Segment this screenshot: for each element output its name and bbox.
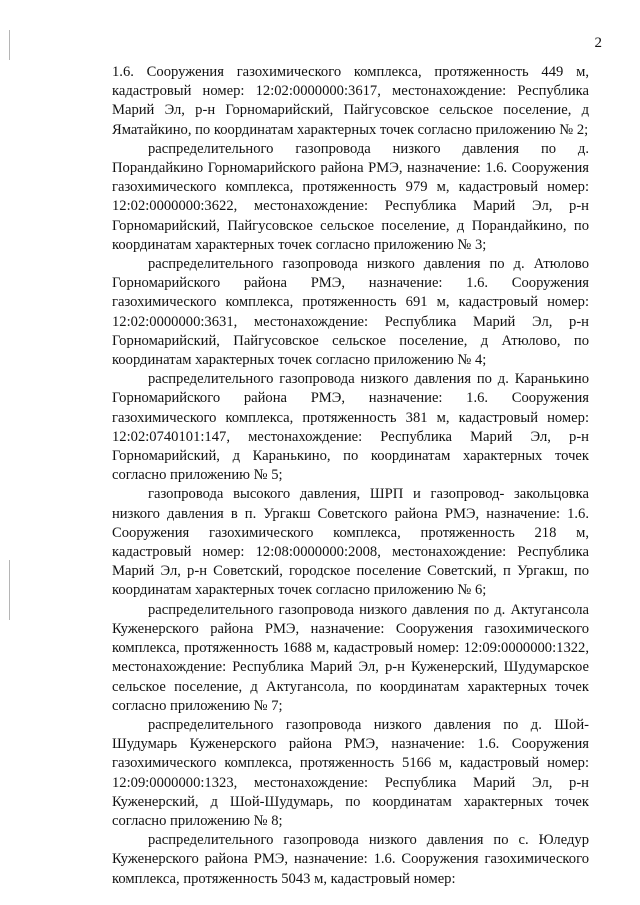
- scan-edge-mark: [9, 30, 10, 60]
- scan-edge-mark: [9, 560, 10, 620]
- paragraph: газопровода высокого давления, ШРП и газопровод- закольцовка низкого давления в п. Ургакш Советского района РМЭ, назначение: 1.6. Сооружения газохимического комплекса, протяженность 218 м, кадастровый номер: 12:08:0000000:2008, местонахождение: Республика Марий Эл, р-н Советский, городское поселение Советский, п Ургакш, по координатам характерных точек согласно приложению № 6;: [112, 486, 589, 599]
- paragraph: распределительного газопровода низкого давления по с. Юледур Куженерского района РМЭ, назначение: 1.6. Сооружения газохимического комплекса, протяженность 5043 м, кадастровый номер:: [112, 832, 589, 887]
- paragraph: распределительного газопровода низкого давления по д. Атюлово Горномарийского района РМЭ, назначение: 1.6. Сооружения газохимического комплекса, протяженность 691 м, кадастровый номер: 12:02:0000000:3631, местонахождение: Республика Марий Эл, р-н Горномарийский, Пайгусовское сельское поселение, д Атюлово, по координатам характерных точек согласно приложению № 4;: [112, 256, 589, 369]
- paragraph: распределительного газопровода низкого давления по д. Каранькино Горномарийского района РМЭ, назначение: 1.6. Сооружения газохимического комплекса, протяженность 381 м, кадастровый номер: 12:02:0740101:147, местонахождение: Республика Марий Эл, р-н Горномарийский, д Каранькино, по координатам характерных точек согласно приложению № 5;: [112, 371, 589, 484]
- page-number: 2: [594, 35, 602, 51]
- document-body: [112, 63, 589, 889]
- paragraph: распределительного газопровода низкого давления по д. Порандайкино Горномарийского района РМЭ, назначение: 1.6. Сооружения газохимического комплекса, протяженность 979 м, кадастровый номер: 12:02:0000000:3622, местонахождение: Республика Марий Эл, р-н Горномарийский, Пайгусовское сельское поселение, д Порандайкино, по координатам характерных точек согласно приложению № 3;: [112, 140, 589, 253]
- paragraph: 1.6. Сооружения газохимического комплекса, протяженность 449 м, кадастровый номер: 12:02:0000000:3617, местонахождение: Республика Марий Эл, р-н Горномарийский, Пайгусовское сельское поселение, д Яматайкино, по координатам характерных точек согласно приложению № 2;: [112, 64, 589, 138]
- paragraph: распределительного газопровода низкого давления по д. Шой-Шудумарь Куженерского района РМЭ, назначение: 1.6. Сооружения газохимического комплекса, протяженность 5166 м, кадастровый номер: 12:09:0000000:1323, местонахождение: Республика Марий Эл, р-н Куженерский, д Шой-Шудумарь, по координатам характерных точек согласно приложению № 8;: [112, 716, 589, 829]
- paragraph: распределительного газопровода низкого давления по д. Актугансола Куженерского района РМЭ, назначение: Сооружения газохимического комплекса, протяженность 1688 м, кадастровый номер: 12:09:0000000:1322, местонахождение: Республика Марий Эл, р-н Куженерский, Шудумарское сельское поселение, д Актугансола, по координатам характерных точек согласно приложению № 7;: [112, 601, 589, 714]
